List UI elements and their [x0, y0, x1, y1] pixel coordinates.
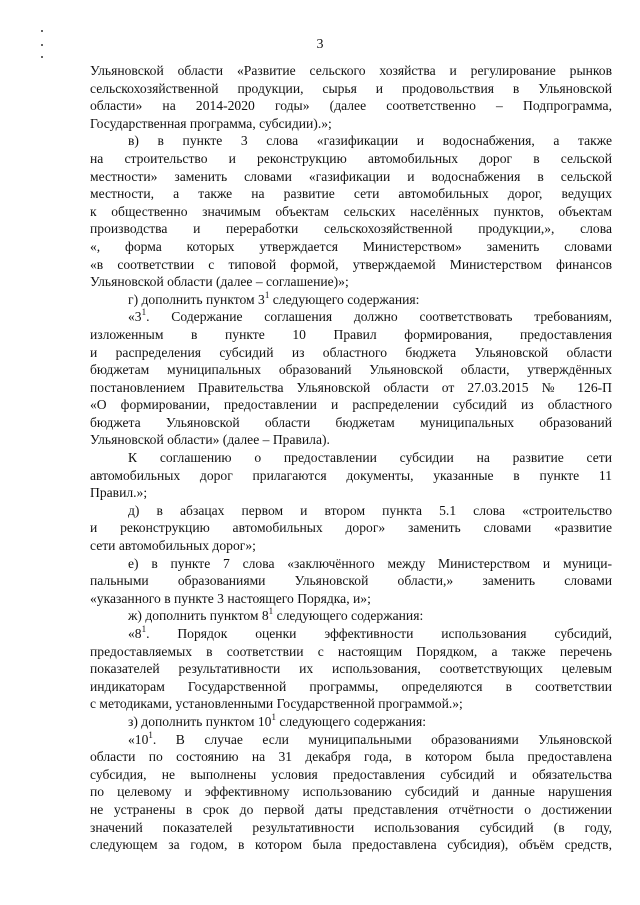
text-line: [90, 678, 612, 696]
text-run: показателей результативности их использования, соответствующих целевым: [90, 661, 612, 677]
text-run: г) дополнить пунктом 3: [128, 291, 265, 307]
text-line: [90, 361, 612, 379]
text-line: [90, 220, 612, 238]
text-line: [90, 695, 612, 713]
text-line: [90, 238, 612, 256]
superscript: 1: [271, 711, 276, 722]
text-run: ж) дополнить пунктом 8: [128, 608, 269, 624]
text-line: [90, 731, 612, 749]
text-run: «в соответствии с типовой формой, утверждаемой Министерством финансов: [90, 256, 612, 272]
page-number: 3: [316, 37, 324, 52]
text-run: и распределения субсидий из областного бюджета Ульяновской области: [90, 344, 612, 360]
text-line: [90, 132, 612, 150]
text-run: местности, а также на развитие сети автомобильных дорог, ведущих: [90, 186, 612, 202]
text-line: [90, 537, 612, 555]
text-line: [90, 836, 612, 854]
text-run: . В случае если муниципальными образованиями Ульяновской: [152, 731, 612, 747]
text-run: . Порядок оценки эффективности использования субсидий,: [146, 626, 612, 641]
text-run: Правил.»;: [90, 485, 148, 501]
text-run: индикаторам Государственной программы, определяются в соответствии: [90, 678, 612, 694]
text-line: [90, 291, 612, 309]
text-run: следующего содержания:: [275, 713, 427, 729]
text-run: на строительство и реконструкцию автомобильных дорог в сельской: [90, 150, 612, 166]
text-line: [90, 766, 612, 784]
text-line: [90, 273, 612, 291]
text-run: . Содержание соглашения должно соответствовать требованиям,: [146, 309, 612, 325]
text-run: «8: [128, 626, 142, 641]
text-line: [90, 203, 612, 221]
text-run: с методиками, установленными Государственной программой.»;: [90, 696, 463, 712]
text-line: [90, 660, 612, 678]
text-line: [90, 590, 612, 608]
text-line: [90, 713, 612, 731]
text-run: субсидия, не выполнены условия предоставления субсидий и обязательства: [90, 766, 612, 782]
text-run: сети автомобильных дорог»;: [90, 538, 256, 554]
text-line: [90, 80, 612, 98]
text-line: [90, 819, 612, 837]
text-run: предоставляемых в соответствии с настоящим Порядком, а также перечень: [90, 643, 612, 659]
text-line: [90, 115, 612, 133]
text-run: и реконструкцию автомобильных дорог» заменить словами «развитие: [90, 520, 612, 536]
text-run: «указанного в пункте 3 настоящего Порядка, и»;: [90, 590, 371, 606]
text-run: области» на 2014-2020 годы» (далее соответственно – Подпрограмма,: [90, 98, 612, 114]
text-line: [90, 748, 612, 766]
text-line: [90, 326, 612, 344]
text-run: бюджетам муниципальных образований Ульяновской области, утверждённых: [90, 362, 612, 378]
text-line: [90, 467, 612, 485]
text-line: [90, 607, 612, 625]
text-line: [90, 185, 612, 203]
text-line: [90, 150, 612, 168]
text-run: следующем за годом, в котором была предоставлена субсидия), объём средств,: [90, 837, 612, 853]
text-run: не устранены в срок до первой даты представления отчётности о достижении: [90, 801, 612, 817]
superscript: 1: [148, 729, 153, 740]
text-line: [90, 256, 612, 274]
text-line: [90, 572, 612, 590]
text-run: Ульяновской области» (далее – Правила).: [90, 432, 330, 448]
text-line: [90, 801, 612, 819]
text-run: значений показателей результативности использования субсидий (в году,: [90, 819, 612, 835]
text-line: [90, 555, 612, 573]
text-run: «, форма которых утверждается Министерством» заменить словами: [90, 238, 612, 254]
text-run: Ульяновской области (далее – соглашение)»;: [90, 274, 349, 290]
text-line: [90, 484, 612, 502]
text-run: области по состоянию на 31 декабря года, в котором была предоставлена: [90, 749, 612, 765]
text-run: д) в абзацах первом и втором пункта 5.1 слова «строительство: [128, 502, 612, 518]
text-run: Ульяновской области «Развитие сельского хозяйства и регулирование рынков: [90, 63, 612, 78]
text-run: К соглашению о предоставлении субсидии на развитие сети: [128, 450, 612, 466]
text-run: е) в пункте 7 слова «заключённого между Министерством и муници-: [128, 555, 612, 571]
superscript: 1: [268, 606, 274, 617]
text-run: «3: [128, 309, 142, 325]
text-line: [90, 308, 612, 326]
text-run: «10: [128, 731, 149, 747]
text-run: постановлением Правительства Ульяновской области от 27.03.2015 № 126-П: [90, 379, 612, 395]
text-line: [90, 643, 612, 661]
text-run: з) дополнить пунктом 10: [128, 713, 272, 729]
text-run: автомобильных дорог прилагаются документы, указанные в пункте 11: [90, 467, 612, 483]
text-run: изложенным в пункте 10 Правил формирования, предоставления: [90, 326, 612, 342]
text-line: [90, 62, 612, 80]
text-run: в) в пункте 3 слова «газификации и водоснабжения, а также: [128, 133, 612, 149]
text-line: [90, 519, 612, 537]
superscript: 1: [141, 624, 147, 634]
text-run: к общественно значимым объектам сельских населённых пунктов, объектам: [90, 203, 612, 219]
text-run: бюджета Ульяновской области бюджетам муниципальных образований: [90, 414, 612, 430]
document-body: [90, 62, 612, 854]
text-line: [90, 97, 612, 115]
text-run: по целевому и эффективному использованию субсидий и данные нарушения: [90, 784, 612, 800]
text-line: [90, 168, 612, 186]
text-run: пальными образованиями Ульяновской области,» заменить словами: [90, 573, 612, 589]
text-line: [90, 379, 612, 397]
text-run: следующего содержания:: [269, 291, 420, 307]
text-run: местности» заменить словами «газификации и водоснабжения в сельской: [90, 168, 612, 184]
text-line: [90, 502, 612, 520]
superscript: 1: [141, 307, 147, 318]
text-run: производства и переработки сельскохозяйственной продукции,», слова: [90, 221, 612, 237]
text-line: [90, 783, 612, 801]
superscript: 1: [264, 289, 270, 300]
text-run: Государственная программа, субсидии).»;: [90, 115, 332, 131]
text-line: [90, 396, 612, 414]
text-run: «О формировании, предоставлении и распределении субсидий из областного: [90, 397, 612, 413]
text-line: [90, 449, 612, 467]
text-run: сельскохозяйственной продукции, сырья и продовольствия в Ульяновской: [90, 80, 612, 96]
text-line: [90, 431, 612, 449]
text-line: [90, 414, 612, 432]
text-run: следующего содержания:: [273, 608, 424, 624]
text-line: [90, 344, 612, 362]
text-line: [90, 625, 612, 643]
